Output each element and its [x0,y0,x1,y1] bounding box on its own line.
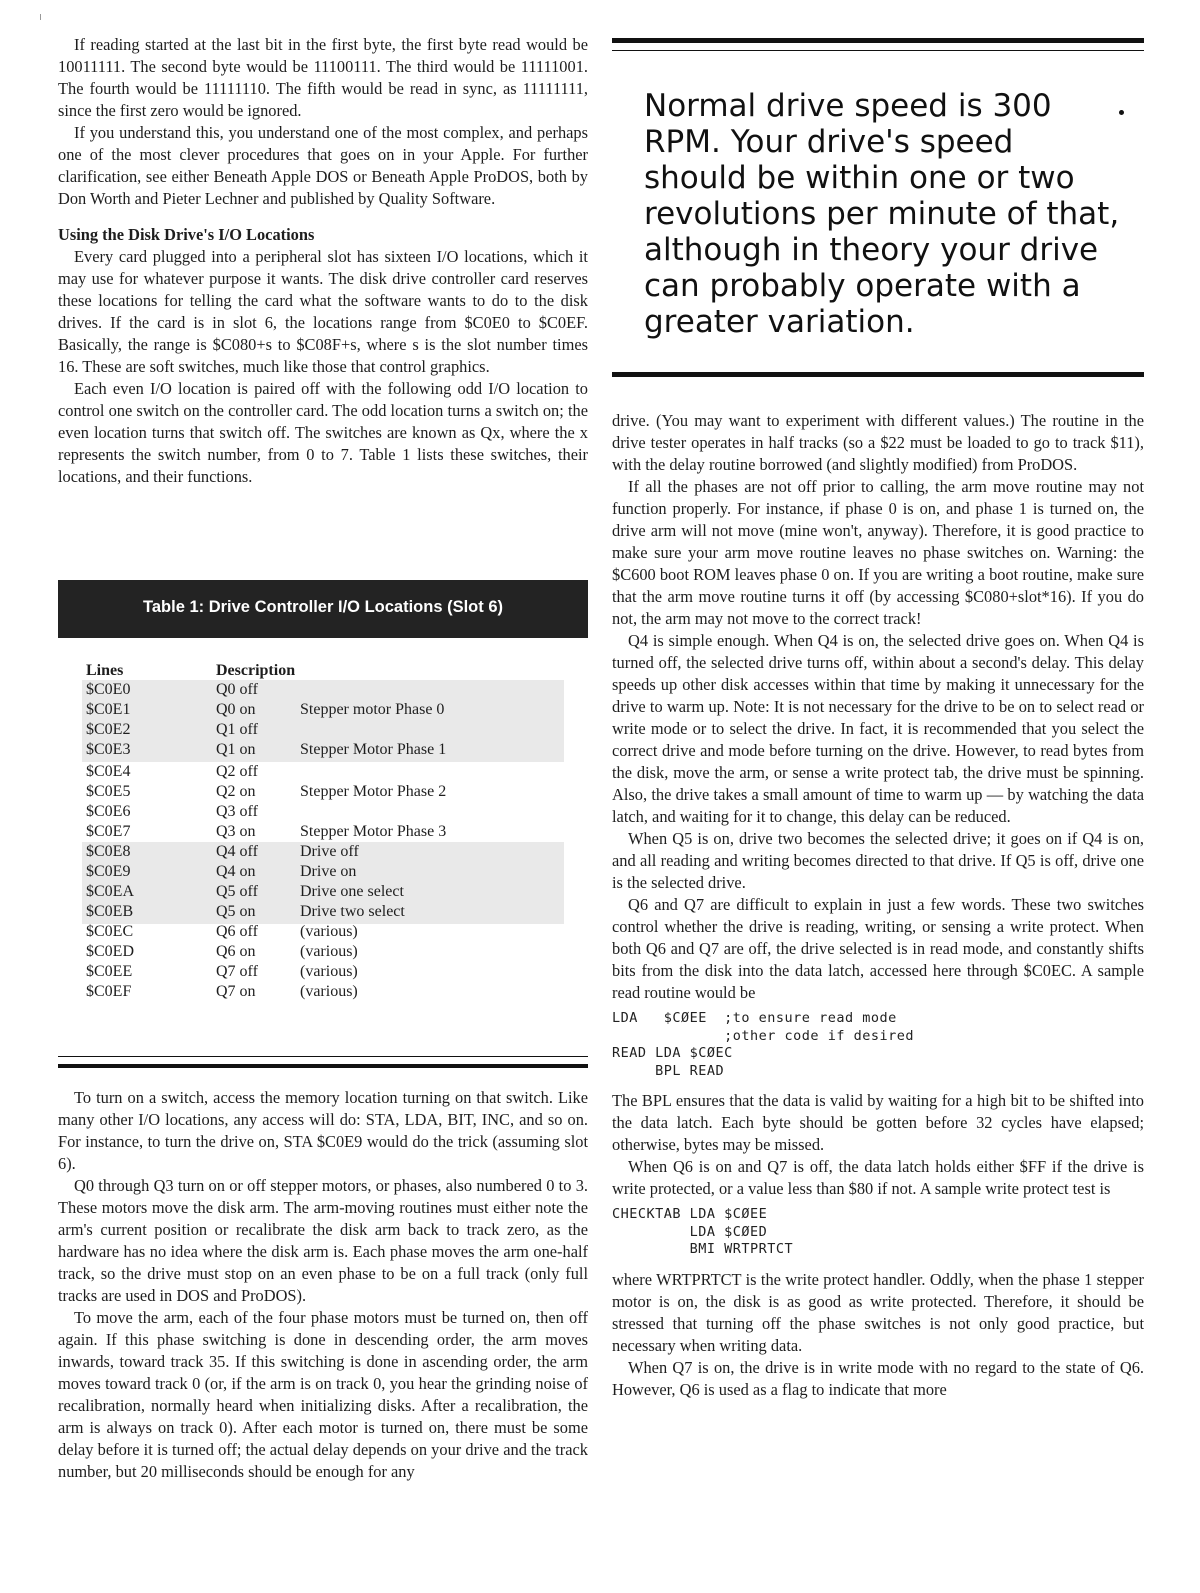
location-cell: $C0EB [86,903,134,920]
pull-quote-text: Normal drive speed is 300 RPM. Your drive's speed should be within one or two revolutions per minute of that, although in theory your drive can probably operate with a greater variation. [644,88,1120,340]
table-header-bar [58,580,588,638]
switch-cell: Q0 on [216,701,256,718]
rule [58,1056,588,1057]
table-row [82,982,564,1002]
pull-quote [612,38,1144,383]
location-cell: $C0E3 [86,741,131,758]
table-row [82,902,564,922]
paragraph: drive. (You may want to experiment with different values.) The routine in the drive tester operates in half tracks (so a $22 must be loaded to go to track $11), with the delay routine borrowed (and slightly modified) from ProDOS. [612,411,1144,474]
table-row [82,942,564,962]
paragraph: When Q5 is on, drive two becomes the selected drive; it goes on if Q4 is on, and all reading and writing becomes directed to that drive. If Q5 is off, drive one is the selected drive. [612,829,1144,892]
switch-cell: Q2 off [216,763,258,780]
paragraph: If all the phases are not off prior to calling, the arm move routine may not function properly. For instance, if phase 0 is on, and phase 1 is turned on, the drive arm will not move (mine won't, anyway). Therefore, it is good practice to make sure your arm move routine leaves no phase switches on. Warning: the $C600 boot ROM leaves phase 0 on. If you are writing a boot routine, make sure that the arm move routine turns it off (by accessing $C080+slot*16). If you do not, the arm may not move to the correct track! [612,477,1144,628]
paragraph: If reading started at the last bit in the first byte, the first byte read would be 10011111. The second byte would be 11100111. The third would be 11111001. The fourth would be 11111110. The fifth would be read in sync, as 11111111, since the first zero would be ignored. [58,35,588,120]
paragraph: When Q6 is on and Q7 is off, the data latch holds either $FF if the drive is write protected, or a value less than $80 if not. A sample write protect test is [612,1157,1144,1198]
location-cell: $C0EE [86,963,133,980]
left-column [58,34,588,488]
location-cell: $C0E9 [86,863,131,880]
paragraph: If you understand this, you understand one of the most complex, and perhaps one of the most clever procedures that goes on in your Apple. For further clarification, see either Beneath Apple DOS or Beneath Apple ProDOS, both by Don Worth and Pieter Lechner and published by Quality Software. [58,123,588,208]
section-heading: Using the Disk Drive's I/O Locations [58,225,315,244]
table-row [82,822,564,842]
table-row-group [82,922,564,1004]
switch-cell: Q1 off [216,721,258,738]
table-row [82,922,564,942]
rule [612,372,1144,377]
description-cell: (various) [300,983,358,1000]
table-row [82,680,564,700]
location-cell: $C0E5 [86,783,131,800]
switch-cell: Q7 on [216,983,256,1000]
description-cell: Drive off [300,843,359,860]
paragraph: Every card plugged into a peripheral slot has sixteen I/O locations, which it may use for whatever purpose it wants. The disk drive controller card reserves these locations for telling the card what the software wants to do to the disk drives. If the card is in slot 6, the locations range from $C0E0 to $C0EF. Basically, the range is $C080+s to $C08F+s, where s is the slot number times 16. These are soft switches, much like those that control graphics. [58,247,588,376]
switch-cell: Q2 on [216,783,256,800]
description-cell: Drive on [300,863,357,880]
paragraph: where WRTPRTCT is the write protect handler. Oddly, when the phase 1 stepper motor is on, the disk is as good as write protected. Therefore, it should be stressed that turning off the phase switches is not only good practice, but necessary when writing data. [612,1269,1144,1355]
switch-cell: Q7 off [216,963,258,980]
table-row-group [82,762,564,844]
table-row [82,720,564,740]
description-cell: Stepper Motor Phase 1 [300,741,447,758]
switch-cell: Q3 on [216,823,256,840]
location-cell: $C0EA [86,883,134,900]
scan-mark [40,14,41,20]
switch-cell: Q3 off [216,803,258,820]
paragraph: Each even I/O location is paired off with the following odd I/O location to control one switch on the controller card. The odd location turns a switch on; the even location turns that switch off. The switches are known as Qx, where the x represents the switch number, from 0 to 7. Table 1 lists these switches, their locations, and their functions. [58,379,588,486]
table-row [82,802,564,822]
paragraph: The BPL ensures that the data is valid by waiting for a high bit to be shifted into the data latch. Each byte should be gotten before 32 cycles have elapsed; otherwise, bytes may be missed. [612,1091,1144,1154]
switch-cell: Q6 on [216,943,256,960]
table-row-group [82,842,564,924]
location-cell: $C0E4 [86,763,131,780]
rule [612,50,1144,51]
code-sample-read: LDA $CØEE ;to ensure read mode ;other code if desired READ LDA $CØEC BPL READ [612,1010,914,1079]
location-cell: $C0EC [86,923,134,940]
location-cell: $C0EF [86,983,132,1000]
location-cell: $C0E0 [86,681,131,698]
description-cell: (various) [300,943,358,960]
paragraph: Q6 and Q7 are difficult to explain in just a few words. These two switches control whether the drive is reading, writing, or sensing a write protect. When both Q6 and Q7 are off, the drive selected is in read mode, and constantly shifts bits from the disk into the data latch, accessed here through $C0EC. A sample read routine would be [612,895,1144,1002]
description-cell: (various) [300,923,358,940]
location-cell: $C0E2 [86,721,131,738]
left-column-bottom [58,1087,588,1483]
paragraph: Q4 is simple enough. When Q4 is on, the selected drive goes on. When Q4 is turned off, the selected drive turns off, within about a second's delay. This delay speeds up other disk accesses within that time by making it unnecessary for the drive to warm up. Note: It is not necessary for the drive to be on to select read or write mode or to select the drive. In fact, it is recommended that you select the correct drive and mode before turning on the drive. However, to read bytes from the disk, move the arm, or sense a write protect tab, the drive must be spinning. Also, the drive takes a small amount of time to warm up — by watching the data latch, and waiting for it to change, this delay can be reduced. [612,631,1144,826]
column-header-lines: Lines [86,662,124,679]
table-row [82,882,564,902]
switch-cell: Q1 on [216,741,256,758]
table-row [82,962,564,982]
paragraph: When Q7 is on, the drive is in write mode with no regard to the state of Q6. However, Q6 is used as a flag to indicate that more [612,1357,1144,1399]
switch-cell: Q4 on [216,863,256,880]
table-row-group [82,680,564,762]
description-cell: Stepper motor Phase 0 [300,701,445,718]
switch-cell: Q5 on [216,903,256,920]
table-row [82,700,564,720]
table-row [82,862,564,882]
table-row [82,782,564,802]
io-table [58,580,588,1076]
location-cell: $C0ED [86,943,134,960]
description-cell: Stepper Motor Phase 2 [300,783,447,800]
switch-cell: Q6 off [216,923,258,940]
paragraph: Q0 through Q3 turn on or off stepper motors, or phases, also numbered 0 to 3. These motors move the disk arm. The arm-moving routines must either note the arm's current position or recalibrate the disk arm back to track zero, as the hardware has no idea where the disk arm is. Each phase moves the arm one-half track, so the drive must stop on an even phase to be on a full track (only full tracks are used in DOS and ProDOS). [58,1176,588,1305]
location-cell: $C0E8 [86,843,131,860]
description-cell: (various) [300,963,358,980]
right-column [612,410,1144,1401]
switch-cell: Q4 off [216,843,258,860]
rule [612,38,1144,43]
table-title: Table 1: Drive Controller I/O Locations (Slot 6) [143,598,503,616]
location-cell: $C0E1 [86,701,131,718]
rule [58,1064,588,1068]
table-row [82,762,564,782]
switch-cell: Q5 off [216,883,258,900]
table-row [82,740,564,760]
paragraph: To turn on a switch, access the memory location turning on that switch. Like many other I/O locations, any access will do: STA, LDA, BIT, INC, and so on. For instance, to turn the drive on, STA $C0E9 would do the trick (assuming slot 6). [58,1088,588,1173]
column-header-description: Description [216,662,296,679]
code-sample-write-protect: CHECKTAB LDA $CØEE LDA $CØED BMI WRTPRTCT [612,1206,794,1257]
description-cell: Drive one select [300,883,404,900]
location-cell: $C0E6 [86,803,131,820]
dot-icon [1119,110,1124,115]
location-cell: $C0E7 [86,823,131,840]
description-cell: Stepper Motor Phase 3 [300,823,447,840]
paragraph: To move the arm, each of the four phase motors must be turned on, then off again. If this phase switching is done in descending order, the arm moves inwards, toward track 35. If this switching is done in ascending order, the arm moves toward track 0 (or, if the arm is on track 0, you hear the grinding noise of recalibration, normally heard when initializing disks. After a recalibration, the arm is always on track 0). After each motor is turned on, there must be some delay before it is turned off; the actual delay depends on your drive and the track number, but 20 milliseconds should be enough for any [58,1308,588,1481]
switch-cell: Q0 off [216,681,258,698]
table-row [82,842,564,862]
description-cell: Drive two select [300,903,405,920]
